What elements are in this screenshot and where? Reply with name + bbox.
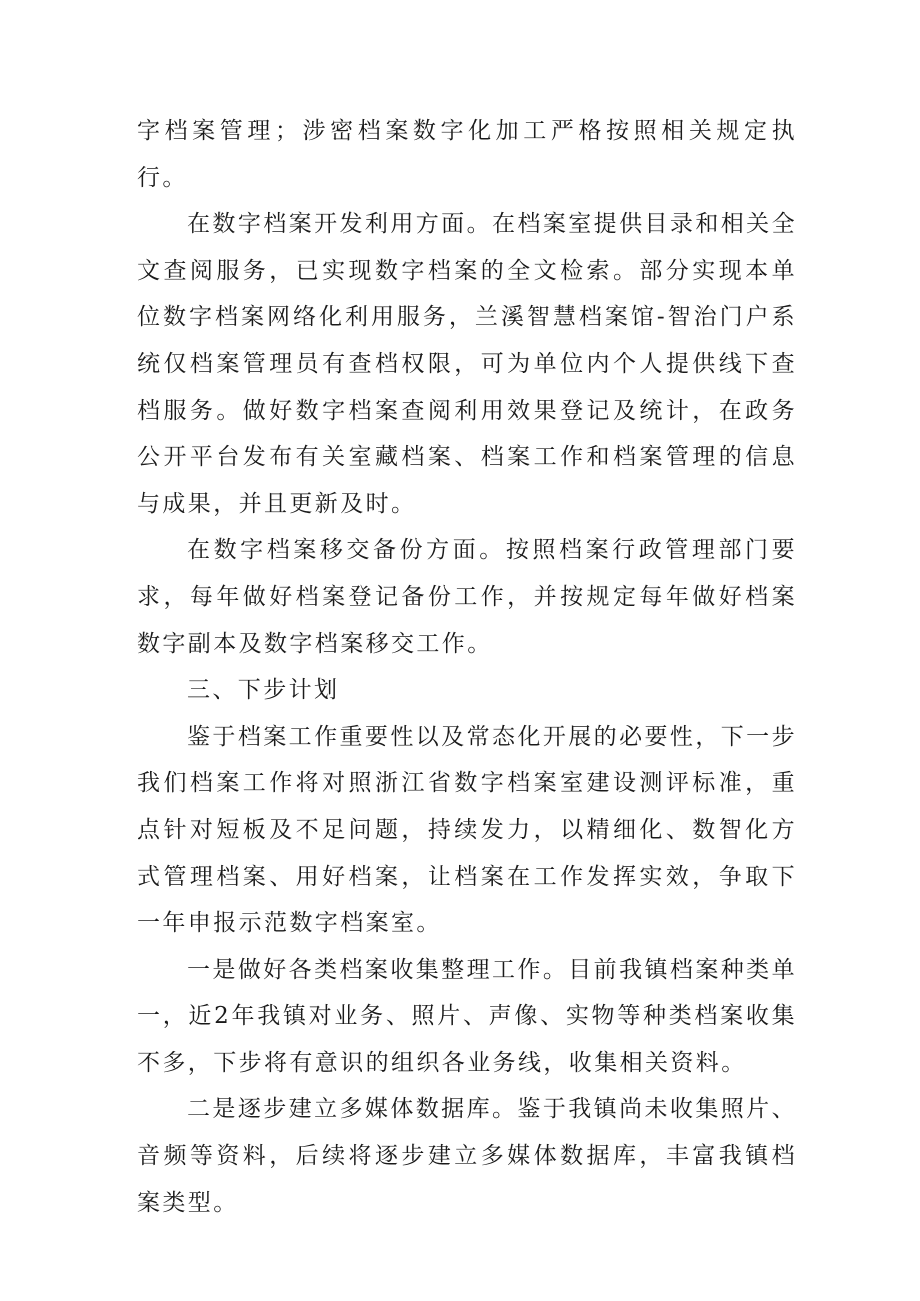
section-heading: 三、下步计划 — [187, 677, 340, 704]
document-body — [137, 108, 797, 1226]
paragraph-plan-item-2: 二是逐步建立多媒体数据库。鉴于我镇尚未收集照片、音频等资料，后续将逐步建立多媒体数据库，丰富我镇档案类型。 — [137, 1096, 797, 1216]
paragraph-development-use: 在数字档案开发利用方面。在档案室提供目录和相关全文查阅服务，已实现数字档案的全文检索。部分实现本单位数字档案网络化利用服务，兰溪智慧档案馆-智治门户系统仅档案管理员有查档权限，可为单位内个人提供线下查档服务。做好数字档案查阅利用效果登记及统计，在政务公开平台发布有关室藏档案、档案工作和档案管理的信息与成果，并且更新及时。 — [137, 211, 797, 517]
paragraph-plan-item-1: 一是做好各类档案收集整理工作。目前我镇档案种类单一，近2年我镇对业务、照片、声像、实物等种类档案收集不多，下步将有意识的组织各业务线，收集相关资料。 — [137, 956, 797, 1076]
paragraph-transfer-backup: 在数字档案移交备份方面。按照档案行政管理部门要求，每年做好档案登记备份工作，并按规定每年做好档案数字副本及数字档案移交工作。 — [137, 537, 797, 657]
paragraph-plan-intro: 鉴于档案工作重要性以及常态化开展的必要性，下一步我们档案工作将对照浙江省数字档案室建设测评标准，重点针对短板及不足问题，持续发力，以精细化、数智化方式管理档案、用好档案，让档案在工作发挥实效，争取下一年申报示范数字档案室。 — [137, 723, 797, 937]
paragraph-continuation: 字档案管理；涉密档案数字化加工严格按照相关规定执行。 — [137, 118, 797, 191]
